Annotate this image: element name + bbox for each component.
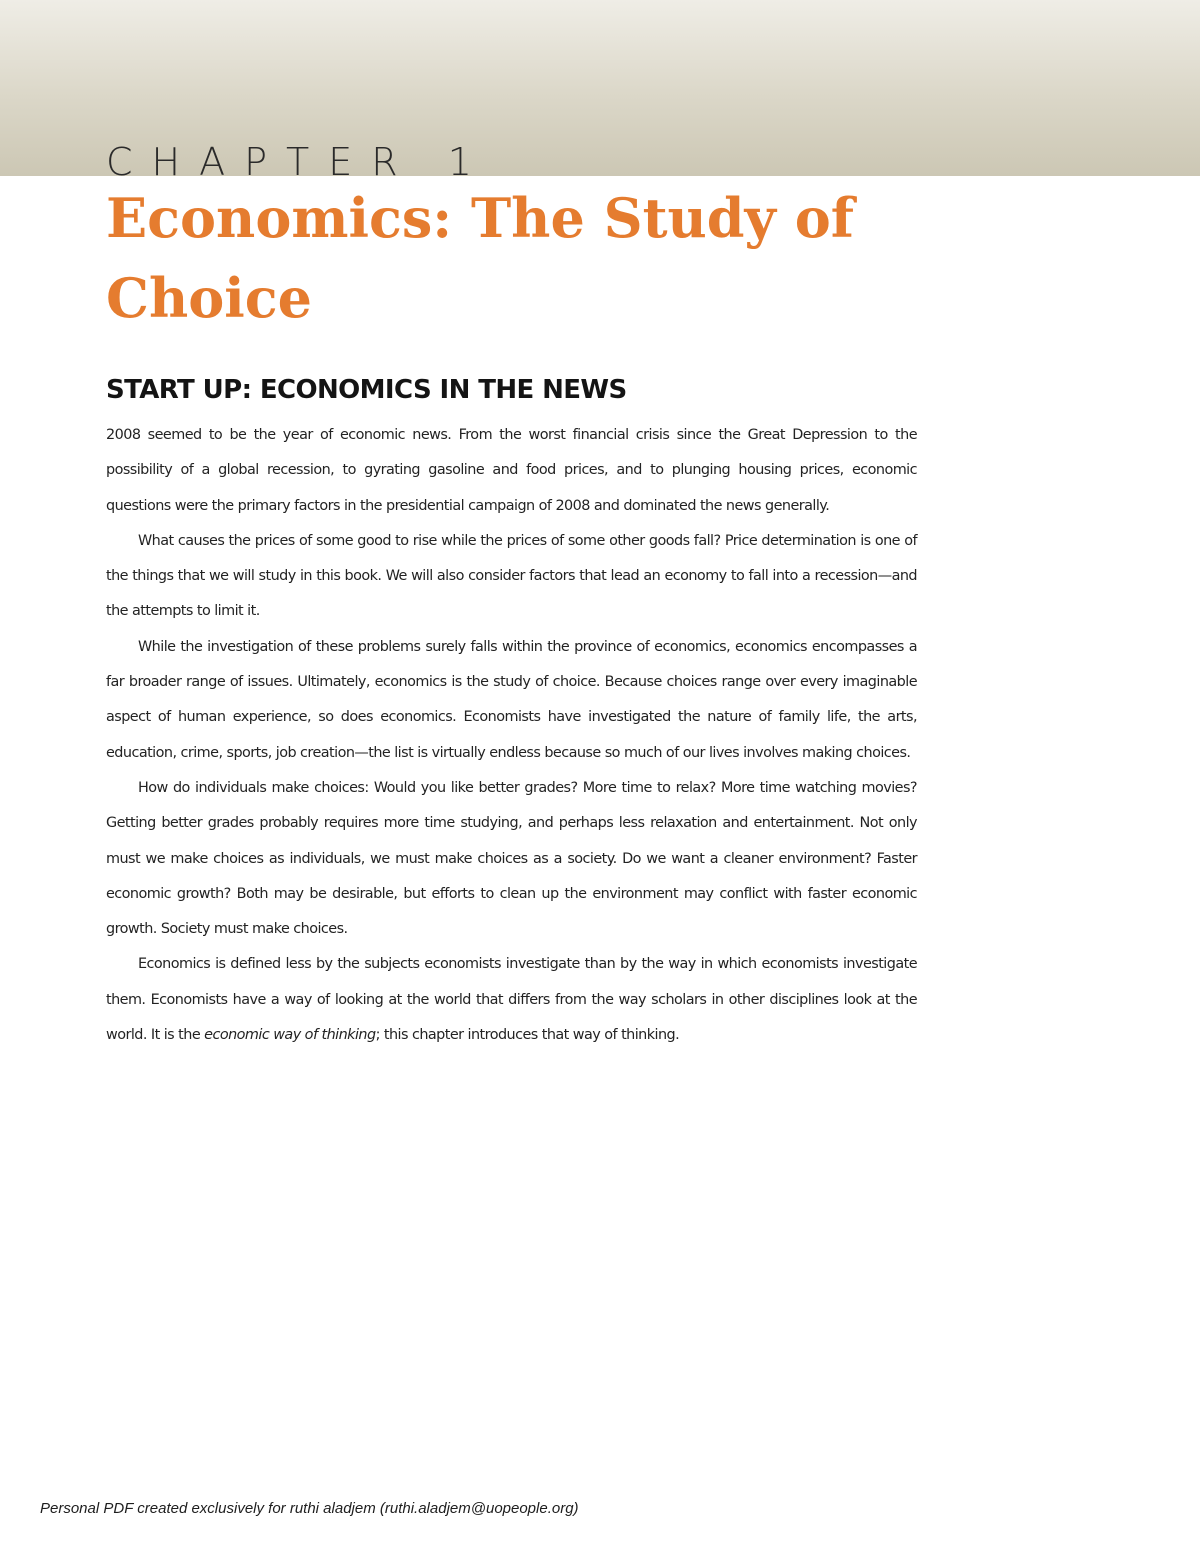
- paragraph-1: 2008 seemed to be the year of economic news. From the worst financial crisis since the Great Depression to the possibility of a global recession, to gyrating gasoline and food prices, and to plunging housing prices, economic questions were the primary factors in the presidential campaign of 2008 and dominated the news generally.: [106, 427, 917, 514]
- paragraph-4: How do individuals make choices: Would you like better grades? More time to relax? More time watching movies? Getting better grades probably requires more time studying, and perhaps less relaxation and entertainment. Not only must we make choices as individuals, we must make choices as a society. Do we want a cleaner environment? Faster economic growth? Both may be desirable, but efforts to clean up the environment may conflict with faster economic growth. Society must make choices.: [106, 779, 917, 938]
- body-text: [106, 418, 917, 1053]
- paragraph-2: What causes the prices of some good to rise while the prices of some other goods fall? Price determination is one of the things that we will study in this book. We will also consider factors that lead an economy to fall into a recession—and the attempts to limit it.: [106, 532, 917, 620]
- paragraph-5-emphasis: economic way of thinking: [204, 1027, 376, 1044]
- footer-watermark-note: Personal PDF created exclusively for ruthi aladjem (ruthi.aladjem@uopeople.org): [40, 1500, 579, 1517]
- paragraph-5: [106, 947, 917, 1053]
- chapter-number-label: CHAPTER 1: [106, 140, 491, 184]
- chapter-title: Economics: The Study of Choice: [106, 186, 854, 330]
- paragraph-5-text-before: Economics is defined less by the subjects economists investigate than by the way in which economists investigate them. Economists have a way of looking at the world that differs from the way scholars in other disciplines look at the world. It is the: [106, 956, 917, 1044]
- paragraph-3: While the investigation of these problems surely falls within the province of economics, economics encompasses a far broader range of issues. Ultimately, economics is the study of choice. Because choices range over every imaginable aspect of human experience, so does economics. Economists have investigated the nature of family life, the arts, education, crime, sports, job creation—the list is virtually endless because so much of our lives involves making choices.: [106, 638, 917, 761]
- paragraph-5-text-after: ; this chapter introduces that way of thinking.: [375, 1027, 680, 1044]
- section-heading: START UP: ECONOMICS IN THE NEWS: [106, 375, 627, 405]
